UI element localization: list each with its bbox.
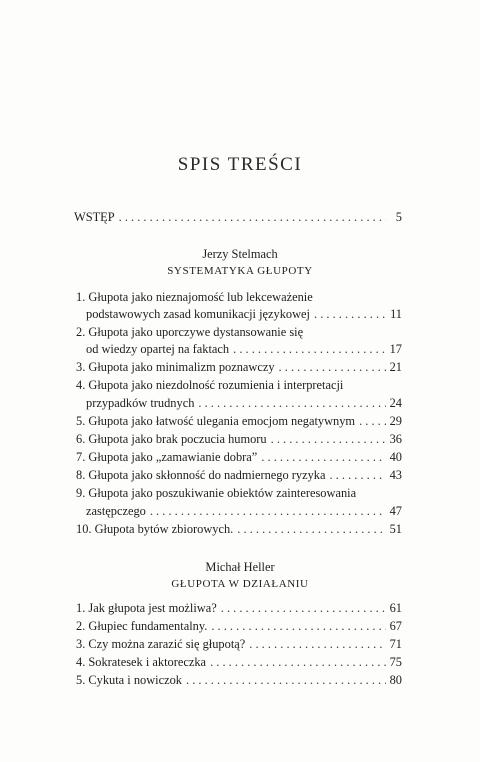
toc-entry-label: 5. Cykuta i nowiczok [76, 673, 182, 687]
toc-entry-label: zastępczego [86, 504, 146, 518]
toc-entry-label: 1. Jak głupota jest możliwa? [76, 601, 217, 615]
part2-section-title: GŁUPOTA W DZIAŁANIU [171, 578, 309, 590]
dot-leader [261, 450, 385, 464]
toc-entry-page: 21 [389, 360, 402, 374]
toc-entry-label: 10. Głupota bytów zbiorowych. [76, 522, 234, 536]
toc-entry[interactable] [76, 450, 402, 464]
page-title: SPIS TREŚCI [177, 154, 303, 175]
dot-leader [359, 414, 386, 428]
toc-entry-page: 43 [389, 468, 402, 482]
toc-entry-label: podstawowych zasad komunikacji językowej [86, 307, 310, 321]
dot-leader [314, 307, 386, 321]
dot-leader [198, 396, 385, 410]
toc-entry[interactable] [76, 468, 402, 482]
toc-entry-first-line: 9. Głupota jako poszukiwanie obiektów zainteresowania [76, 486, 357, 500]
toc-entry-label: 7. Głupota jako „zamawianie dobra” [76, 450, 258, 464]
dot-leader [249, 637, 385, 651]
toc-entry-page: 67 [389, 619, 402, 633]
toc-entry[interactable] [76, 396, 402, 410]
toc-entry-label: 2. Głupiec fundamentalny. [76, 619, 208, 633]
toc-entry[interactable] [76, 522, 402, 536]
toc-entry-first-line: 4. Głupota jako niezdolność rozumienia i interpretacji [76, 378, 344, 392]
toc-entry[interactable] [76, 307, 402, 321]
toc-entry[interactable] [76, 432, 402, 446]
toc-entry[interactable] [76, 673, 402, 687]
toc-entry[interactable] [76, 619, 402, 633]
toc-entry-page: 11 [390, 307, 402, 321]
toc-entry-page: 29 [389, 414, 402, 428]
toc-entry-first-line: 1. Głupota jako nieznajomość lub lekceważenie [76, 290, 313, 304]
dot-leader [233, 342, 385, 356]
dot-leader [279, 360, 386, 374]
dot-leader [150, 504, 386, 518]
toc-entry[interactable] [76, 637, 402, 651]
toc-entry[interactable] [76, 414, 402, 428]
toc-entry-first-line: 2. Głupota jako uporczywe dystansowanie się [76, 325, 304, 339]
toc-entry[interactable] [76, 601, 402, 615]
dot-leader [119, 210, 386, 224]
dot-leader [271, 432, 386, 446]
toc-entry-page: 71 [389, 637, 402, 651]
part1-author: Jerzy Stelmach [202, 247, 278, 261]
dot-leader [186, 673, 386, 687]
toc-entry-page: 24 [389, 396, 402, 410]
dot-leader [329, 468, 385, 482]
toc-entry-label: 5. Głupota jako łatwość ulegania emocjom negatywnym [76, 414, 356, 428]
toc-entry-label: od wiedzy opartej na faktach [86, 342, 230, 356]
toc-entry[interactable] [76, 655, 402, 669]
toc-entry-label: 8. Głupota jako skłonność do nadmiernego ryzyka [76, 468, 326, 482]
toc-entry-label: WSTĘP [74, 210, 115, 224]
toc-entry-page: 47 [389, 504, 402, 518]
toc-entry-label: 6. Głupota jako brak poczucia humoru [76, 432, 267, 446]
toc-entry-page: 5 [395, 210, 402, 224]
part2-author: Michał Heller [205, 560, 275, 574]
toc-entry-page: 36 [389, 432, 402, 446]
part1-section-title: SYSTEMATYKA GŁUPOTY [167, 265, 313, 277]
toc-entry-page: 75 [389, 655, 402, 669]
toc-entry-page: 51 [389, 522, 402, 536]
toc-entry-page: 17 [389, 342, 402, 356]
toc-entry-label: 3. Czy można zarazić się głupotą? [76, 637, 246, 651]
dot-leader [237, 522, 385, 536]
toc-entry-page: 61 [389, 601, 402, 615]
toc-entry-label: 3. Głupota jako minimalizm poznawczy [76, 360, 275, 374]
toc-entry-intro[interactable] [74, 210, 402, 224]
toc-entry[interactable] [76, 504, 402, 518]
toc-entry-page: 80 [389, 673, 402, 687]
toc-entry-page: 40 [389, 450, 402, 464]
dot-leader [210, 655, 386, 669]
toc-entry-label: 4. Sokratesek i aktoreczka [76, 655, 207, 669]
toc-entry-label: przypadków trudnych [86, 396, 195, 410]
dot-leader [211, 619, 385, 633]
toc-entry[interactable] [76, 342, 402, 356]
dot-leader [221, 601, 386, 615]
toc-entry[interactable] [76, 360, 402, 374]
